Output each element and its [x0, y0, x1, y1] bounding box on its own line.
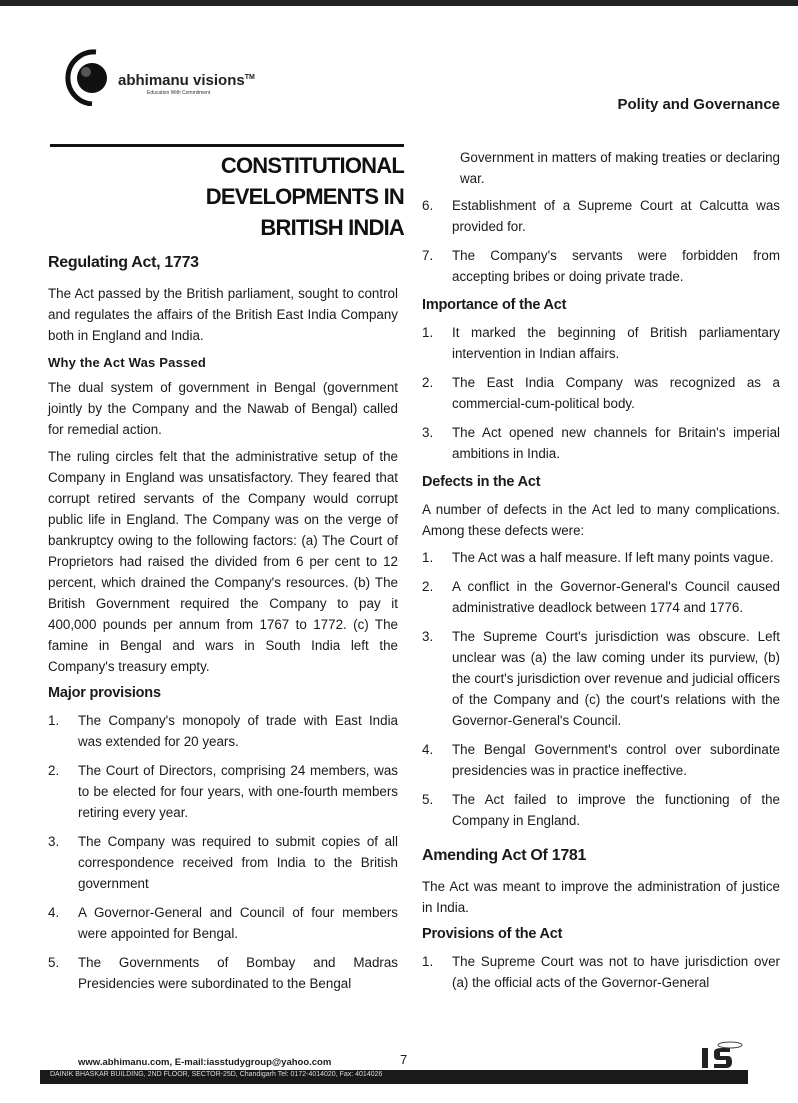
major-provisions-list	[48, 710, 398, 994]
why-paragraph-2: The ruling circles felt that the administrative setup of the Company in England was unsatisfactory. They feared that corrupt retired servants of the Company would corrupt public life in England. The Company was on the verge of bankruptcy owing to the following factors: (a) The Court of Proprietors had raised the divided from 6 per cent to 12 percent, which drained the Company's resources. (b) The British Government required the Company to pay it 400,000 pounds per annum from 1767 to 1772. (c) The famine in Bengal and wars in South India left the Company's treasury empty.	[48, 449, 398, 674]
why-paragraph-1: The dual system of government in Bengal (government jointly by the Company and the Nawab of Bengal) called for remedial action.	[48, 380, 398, 437]
amending-provisions-list	[422, 951, 780, 993]
list-item: 1. The Company's monopoly of trade with East India was extended for 20 years.	[48, 713, 398, 749]
list-item: 4. The Bengal Government's control over subordinate presidencies was in practice ineffective.	[422, 742, 780, 778]
importance-heading: Importance of the Act	[422, 297, 567, 313]
list-item: 3. The Supreme Court's jurisdiction was obscure. Left unclear was (a) the law coming under its purview, (b) the court's jurisdiction over revenue and judicial officers of the Company and (c) the court's relations with the Governor-General's Council.	[422, 629, 780, 728]
section-header: Polity and Governance	[617, 96, 780, 113]
brand-tagline: Education With Commitment	[147, 90, 211, 96]
major-provisions-heading: Major provisions	[48, 685, 161, 701]
footer-contact: www.abhimanu.com, E-mail:iasstudygroup@yahoo.com	[78, 1057, 332, 1068]
document-title: CONSTITUTIONAL DEVELOPMENTS IN BRITISH INDIA	[205, 153, 404, 240]
left-column	[48, 252, 398, 1002]
major-provisions-list-continued	[422, 195, 780, 287]
brand-name: abhimanu visions™	[118, 72, 255, 89]
list-item: 4. A Governor-General and Council of four members were appointed for Bengal.	[48, 905, 398, 941]
amending-provisions-heading: Provisions of the Act	[422, 926, 563, 942]
list-item: 3. The Act opened new channels for Britain's imperial ambitions in India.	[422, 425, 780, 461]
defects-list	[422, 547, 780, 831]
ias-logo-icon	[700, 1040, 748, 1072]
list-item: 7. The Company's servants were forbidden from accepting bribes or doing private trade.	[422, 248, 780, 284]
list-item: 2. The East India Company was recognized as a commercial-cum-political body.	[422, 375, 780, 411]
list-item: 6. Establishment of a Supreme Court at Calcutta was provided for.	[422, 198, 780, 234]
title-rule	[50, 144, 404, 147]
why-heading: Why the Act Was Passed	[48, 355, 207, 370]
list-item: 5. The Act failed to improve the functioning of the Company in England.	[422, 792, 780, 828]
regulating-intro: The Act passed by the British parliament, sought to control and regulates the affairs of the British East India Company both in England and India.	[48, 286, 398, 343]
defects-intro: A number of defects in the Act led to many complications. Among these defects were:	[422, 502, 780, 538]
list-item: 1. The Supreme Court was not to have jurisdiction over (a) the official acts of the Governor-General	[422, 954, 780, 990]
list-item: 1. It marked the beginning of British parliamentary intervention in Indian affairs.	[422, 325, 780, 361]
amending-intro: The Act was meant to improve the administration of justice in India.	[422, 879, 780, 915]
provision-5-continued: Government in matters of making treaties or declaring war.	[460, 150, 780, 186]
defects-heading: Defects in the Act	[422, 474, 541, 490]
brand-logo	[62, 48, 255, 108]
list-item: 5. The Governments of Bombay and Madras Presidencies were subordinated to the Bengal	[48, 955, 398, 991]
footer-address: DAINIK BHASKAR BUILDING, 2ND FLOOR, SECTOR-25D, Chandigarh Tel: 0172-4014020, Fax: 4014026	[50, 1071, 383, 1078]
page-number: 7	[400, 1052, 408, 1067]
importance-list	[422, 322, 780, 464]
amending-act-heading: Amending Act Of 1781	[422, 847, 587, 864]
logo-globe-icon	[62, 48, 120, 106]
right-column	[422, 147, 780, 1001]
list-item: 3. The Company was required to submit copies of all correspondence received from India to the British government	[48, 834, 398, 891]
top-rule	[0, 0, 798, 6]
list-item: 1. The Act was a half measure. If left many points vague.	[422, 550, 774, 565]
list-item: 2. A conflict in the Governor-General's Council caused administrative deadlock between 1774 and 1776.	[422, 579, 780, 615]
regulating-act-heading: Regulating Act, 1773	[48, 254, 199, 271]
list-item: 2. The Court of Directors, comprising 24 members, was to be elected for four years, with one-fourth members retiring every year.	[48, 763, 398, 820]
